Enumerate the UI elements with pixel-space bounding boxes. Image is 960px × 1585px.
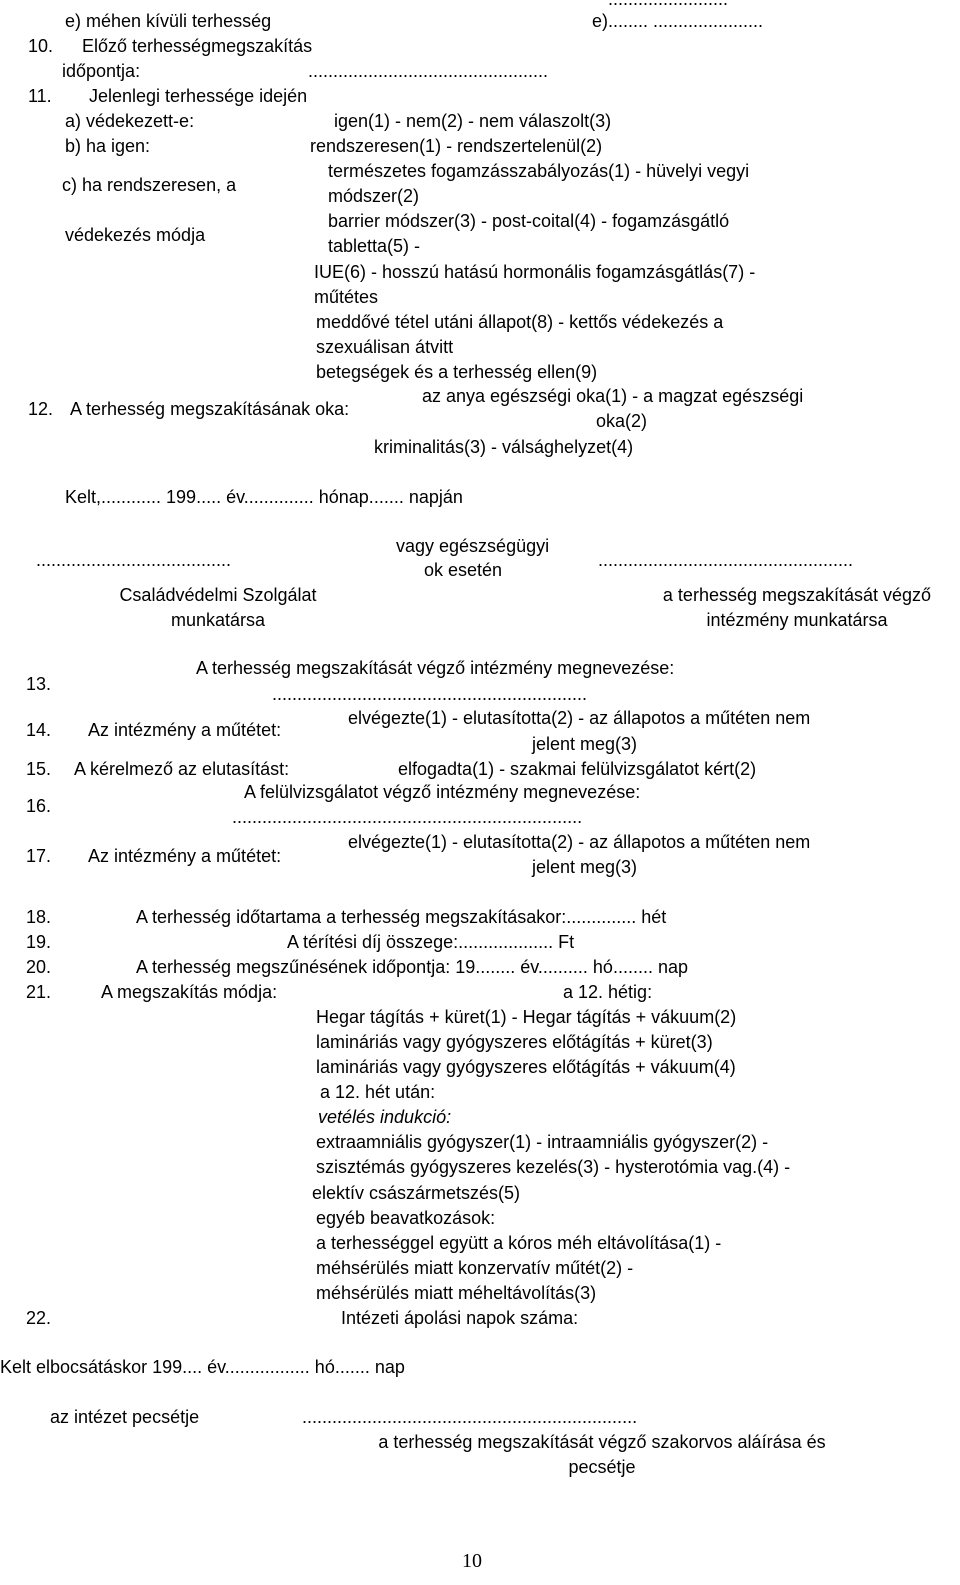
item14-option: elvégezte(1) - elutasította(2) - az állapotos a műtéten nem <box>348 708 811 728</box>
item17-number: 17. <box>26 846 52 866</box>
item15-number: 15. <box>26 759 52 779</box>
item10-number: 10. <box>28 36 54 56</box>
item17-option: elvégezte(1) - elutasította(2) - az állapotos a műtéten nem <box>348 832 811 852</box>
date-line: Kelt,............ 199..... év.............. hónap....... napján <box>65 487 463 507</box>
item-e-answer: e)........ ...................... <box>592 11 764 31</box>
item13-number: 13. <box>26 674 52 694</box>
item21-line: extraamniális gyógyszer(1) - intraamniális gyógyszer(2) - <box>316 1132 769 1152</box>
item11-b-label: b) ha igen: <box>65 136 151 156</box>
item13-label: A terhesség megszakítását végző intézmény megnevezése: <box>196 658 675 678</box>
discharge-date-line: Kelt elbocsátáskor 199.... év................. hó....... nap <box>0 1357 405 1377</box>
item21-line: lamináriás vagy gyógyszeres előtágítás + küret(3) <box>316 1032 713 1052</box>
item12-option: oka(2) <box>596 411 648 431</box>
item11-number: 11. <box>28 86 52 106</box>
signature-right-label: a terhesség megszakítását végző <box>662 585 932 605</box>
item11-label: Jelenlegi terhessége idején <box>89 86 308 106</box>
item11-c-label2: védekezés módja <box>65 225 206 245</box>
item11-b-options: rendszeresen(1) - rendszertelenül(2) <box>310 136 603 156</box>
item21-line: elektív császármetszés(5) <box>312 1183 521 1203</box>
item12-option: kriminalitás(3) - válsághelyzet(4) <box>374 437 634 457</box>
page-number: 10 <box>462 1550 482 1572</box>
item21-line: méhsérülés miatt méheltávolítás(3) <box>316 1283 597 1303</box>
item21-line: szisztémás gyógyszeres kezelés(3) - hysterotómia vag.(4) - <box>316 1157 791 1177</box>
item16-dots: ...................................................................... <box>232 807 583 827</box>
institution-stamp-label: az intézet pecsétje <box>50 1407 200 1427</box>
item11-c-option: műtétes <box>314 287 379 307</box>
item16-label: A felülvizsgálatot végző intézmény megnevezése: <box>244 782 641 802</box>
item14-label: Az intézmény a műtétet: <box>88 720 282 740</box>
item17-label: Az intézmény a műtétet: <box>88 846 282 866</box>
item11-c-option: módszer(2) <box>328 186 420 206</box>
item16-number: 16. <box>26 796 52 816</box>
signature-right-dots: ................................................... <box>598 550 854 570</box>
item12-option: az anya egészségi oka(1) - a magzat egészségi <box>422 386 804 406</box>
item21-line: vetélés indukció: <box>318 1107 452 1127</box>
item21-line: a 12. hét után: <box>320 1082 436 1102</box>
item19-text: A térítési díj összege:................... Ft <box>287 932 575 952</box>
item-e-label: e) méhen kívüli terhesség <box>65 11 272 31</box>
item11-c-option: tabletta(5) - <box>328 236 421 256</box>
item21-label: A megszakítás módja: <box>101 982 278 1002</box>
signature-middle-text: vagy egészségügyi <box>396 536 550 556</box>
item15-label: A kérelmező az elutasítást: <box>74 759 290 779</box>
item21-line: a terhességgel együtt a kóros méh eltávolítása(1) - <box>316 1233 722 1253</box>
item11-c-option: IUE(6) - hosszú hatású hormonális fogamzásgátlás(7) - <box>314 262 756 282</box>
item21-line: egyéb beavatkozások: <box>316 1208 496 1228</box>
item11-c-label1: c) ha rendszeresen, a <box>62 175 237 195</box>
item18-number: 18. <box>26 907 52 927</box>
item15-options: elfogadta(1) - szakmai felülvizsgálatot kért(2) <box>398 759 757 779</box>
item20-number: 20. <box>26 957 52 977</box>
item11-a-options: igen(1) - nem(2) - nem válaszolt(3) <box>334 111 612 131</box>
item13-dots: ............................................................... <box>272 684 588 704</box>
stamp-signature-label: pecsétje <box>568 1457 636 1477</box>
stamp-signature-dots: ................................................................... <box>302 1407 638 1427</box>
top-dots <box>608 0 728 10</box>
item22-label: Intézeti ápolási napok száma: <box>341 1308 579 1328</box>
stamp-signature-label: a terhesség megszakítását végző szakorvos aláírása és <box>378 1432 826 1452</box>
signature-middle-text: ok esetén <box>424 560 503 580</box>
item14-number: 14. <box>26 720 52 740</box>
item12-number: 12. <box>28 399 54 419</box>
item10-label2: időpontja: <box>62 61 141 81</box>
item11-c-option: betegségek és a terhesség ellen(9) <box>316 362 598 382</box>
signature-right-label: intézmény munkatársa <box>706 610 888 630</box>
signature-left-dots: ....................................... <box>36 550 232 570</box>
item11-c-option: természetes fogamzásszabályozás(1) - hüvelyi vegyi <box>328 161 750 181</box>
item21-line: méhsérülés miatt konzervatív műtét(2) - <box>316 1258 634 1278</box>
item21-line: Hegar tágítás + küret(1) - Hegar tágítás + vákuum(2) <box>316 1007 737 1027</box>
item11-c-option: meddővé tétel utáni állapot(8) - kettős védekezés a <box>316 312 724 332</box>
item10-label: Előző terhességmegszakítás <box>82 36 313 56</box>
item18-text: A terhesség időtartama a terhesség megszakításakor:.............. hét <box>136 907 667 927</box>
item21-line: lamináriás vagy gyógyszeres előtágítás + vákuum(4) <box>316 1057 736 1077</box>
item19-number: 19. <box>26 932 52 952</box>
item21-head: a 12. hétig: <box>563 982 653 1002</box>
signature-left-label: munkatársa <box>170 610 266 630</box>
item20-text: A terhesség megszűnésének időpontja: 19........ év.......... hó........ nap <box>136 957 688 977</box>
item21-number: 21. <box>26 982 52 1002</box>
item11-c-option: szexuálisan átvitt <box>316 337 454 357</box>
item22-number: 22. <box>26 1308 52 1328</box>
item11-c-option: barrier módszer(3) - post-coital(4) - fogamzásgátló <box>328 211 730 231</box>
item11-a-label: a) védekezett-e: <box>65 111 195 131</box>
item10-dots: ................................................ <box>308 61 549 81</box>
signature-left-label: Családvédelmi Szolgálat <box>119 585 317 605</box>
item12-label: A terhesség megszakításának oka: <box>70 399 350 419</box>
item14-option: jelent meg(3) <box>532 734 638 754</box>
item17-option: jelent meg(3) <box>532 857 638 877</box>
